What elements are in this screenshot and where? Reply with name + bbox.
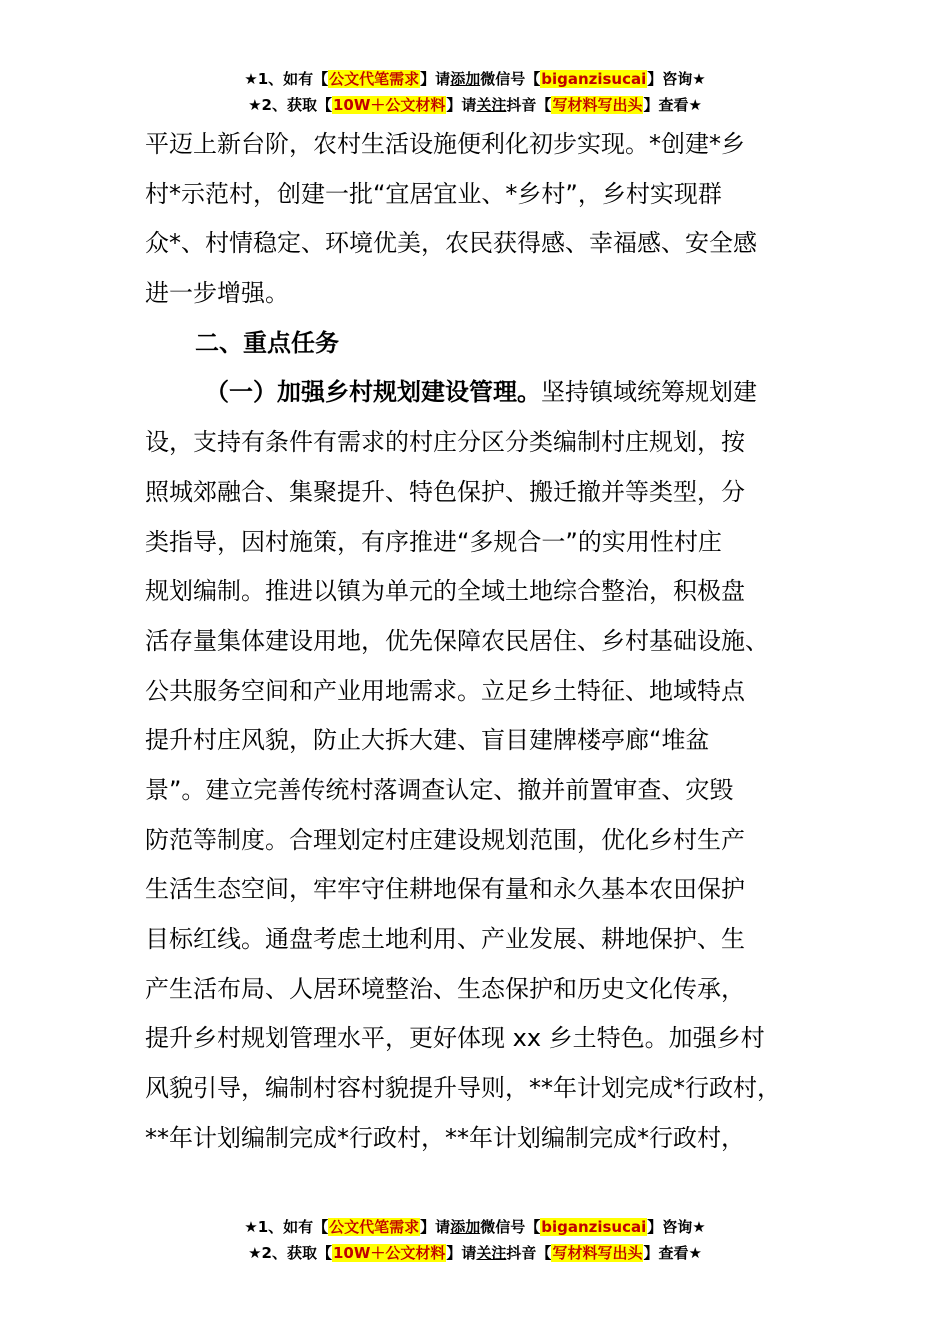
section-heading: 二、重点任务: [195, 328, 339, 357]
banner-line-1: [0, 1214, 950, 1240]
banner-text: ★2、获取【: [248, 1244, 332, 1262]
subsection-title: （一）加强乡村规划建设管理。: [205, 378, 541, 407]
highlight-wechat-id: biganzisucai: [541, 70, 647, 88]
banner-text: 】查看★: [643, 96, 702, 114]
paragraph-line: 设，支持有条件有需求的村庄分区分类编制村庄规划，按: [145, 428, 745, 457]
paragraph-line: 类指导，因村施策，有序推进“多规合一”的实用性村庄: [145, 527, 722, 556]
paragraph-line: 活存量集体建设用地，优先保障农民居住、乡村基础设施、: [145, 626, 769, 655]
banner-text: ★2、获取【: [248, 96, 332, 114]
paragraph-line: 进一步增强。: [145, 279, 289, 308]
paragraph-line: 照城郊融合、集聚提升、特色保护、搬迁撤并等类型，分: [145, 477, 745, 506]
banner-text: 】请: [446, 1244, 477, 1262]
paragraph-line: 平迈上新台阶，农村生活设施便利化初步实现。*创建*乡: [145, 130, 745, 158]
banner-underlined: 关注: [476, 96, 507, 114]
top-banner: [0, 66, 950, 118]
banner-text: 】咨询★: [647, 70, 706, 88]
paragraph-text: 坚持镇域统筹规划建: [541, 378, 757, 407]
paragraph-line: 公共服务空间和产业用地需求。立足乡土特征、地域特点: [145, 676, 745, 705]
banner-text: 微信号【: [480, 1218, 541, 1236]
banner-line-2: [0, 92, 950, 118]
paragraph-line: 产生活布局、人居环境整治、生态保护和历史文化传承，: [145, 974, 745, 1003]
paragraph-line: 众*、村情稳定、环境优美，农民获得感、幸福感、安全感: [145, 229, 757, 258]
highlight-douyin: 写材料写出头: [552, 96, 643, 114]
paragraph-line: 景”。建立完善传统村落调查认定、撤并前置审查、灾毁: [145, 775, 734, 804]
banner-text: 抖音【: [506, 1244, 552, 1262]
banner-line-1: [0, 66, 950, 92]
banner-text: 】咨询★: [647, 1218, 706, 1236]
highlight-service: 公文代笔需求: [329, 1218, 420, 1236]
banner-text: 】请: [420, 70, 451, 88]
bottom-banner: [0, 1214, 950, 1266]
paragraph-line: 风貌引导，编制村容村貌提升导则，**年计划完成*行政村，: [145, 1074, 781, 1103]
banner-text: ★1、如有【: [244, 70, 329, 88]
banner-text: 】请: [420, 1218, 451, 1236]
paragraph-line: 村*示范村，创建一批“宜居宜业、*乡村”，乡村实现群: [145, 179, 722, 208]
highlight-wechat-id: biganzisucai: [541, 1218, 647, 1236]
paragraph-line: 规划编制。推进以镇为单元的全域土地综合整治，积极盘: [145, 577, 745, 606]
highlight-materials: 10W＋公文材料: [332, 96, 446, 114]
banner-text: 微信号【: [480, 70, 541, 88]
paragraph-line: **年计划编制完成*行政村，**年计划编制完成*行政村，: [145, 1123, 745, 1152]
paragraph-line: 生活生态空间，牢牢守住耕地保有量和永久基本农田保护: [145, 875, 745, 904]
banner-underlined: 关注: [476, 1244, 507, 1262]
banner-text: ★1、如有【: [244, 1218, 329, 1236]
paragraph-line: 提升村庄风貌，防止大拆大建、盲目建牌楼亭廊“堆盆: [145, 726, 710, 755]
highlight-douyin: 写材料写出头: [552, 1244, 643, 1262]
banner-text: 】请: [446, 96, 477, 114]
banner-text: 抖音【: [506, 96, 552, 114]
paragraph-line: 目标红线。通盘考虑土地利用、产业发展、耕地保护、生: [145, 925, 745, 953]
paragraph-line: 提升乡村规划管理水平，更好体现 xx 乡土特色。加强乡村: [145, 1024, 765, 1053]
highlight-service: 公文代笔需求: [329, 70, 420, 88]
document-body: [145, 120, 845, 1163]
subsection-first-line: [145, 368, 845, 418]
highlight-materials: 10W＋公文材料: [332, 1244, 446, 1262]
banner-line-2: [0, 1240, 950, 1266]
banner-underlined: 添加: [450, 1218, 481, 1236]
paragraph-line: 防范等制度。合理划定村庄建设规划范围，优化乡村生产: [145, 825, 745, 854]
banner-text: 】查看★: [643, 1244, 702, 1262]
banner-underlined: 添加: [450, 70, 481, 88]
